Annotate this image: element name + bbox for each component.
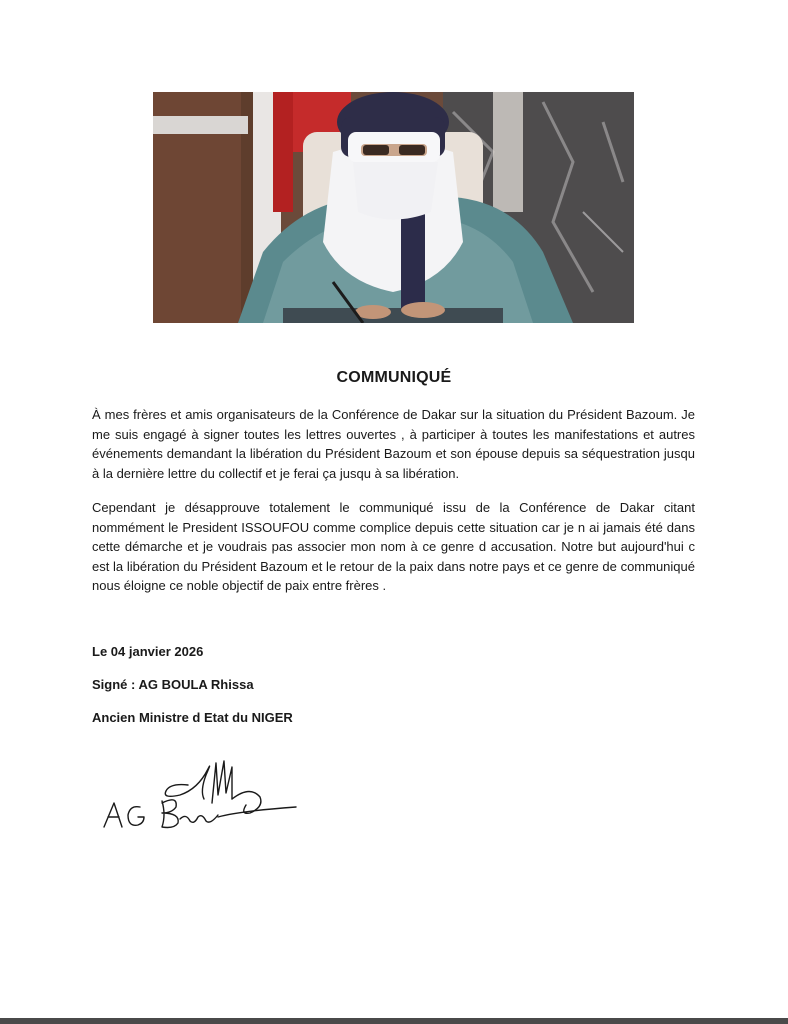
handwritten-signature [100, 755, 305, 835]
paragraph-1: À mes frères et amis organisateurs de la Conférence de Dakar sur la situation du Président Bazoum. Je me suis engagé à signer toutes les lettres ouvertes , à participer à toutes les manifestations et autres événements demandant la libération du Président Bazoum et son épouse depuis sa séquestration jusqu à la dernière lettre du collectif et je ferai ça jusqu à sa libération. [92, 407, 695, 481]
signed-line: Signé : AG BOULA Rhissa [92, 677, 254, 692]
signature-image [100, 755, 305, 835]
bottom-border [0, 1018, 788, 1024]
header-photo [153, 92, 634, 323]
role-line: Ancien Ministre d Etat du NIGER [92, 710, 293, 725]
portrait-image [153, 92, 634, 323]
paragraph-2: Cependant je désapprouve totalement le communiqué issu de la Conférence de Dakar citant nommément le President ISSOUFOU comme complice depuis cette situation car je n ai jamais été dans cette démarche et je voudrais pas associer mon nom à ce genre d accusation. Notre but aujourd'hui c est la libération du Président Bazoum et le retour de la paix dans notre pays et ce genre de communiqué nous éloigne ce noble objectif de paix entre frères . [92, 500, 695, 593]
date-line: Le 04 janvier 2026 [92, 644, 204, 659]
page-title: COMMUNIQUÉ [336, 369, 452, 386]
